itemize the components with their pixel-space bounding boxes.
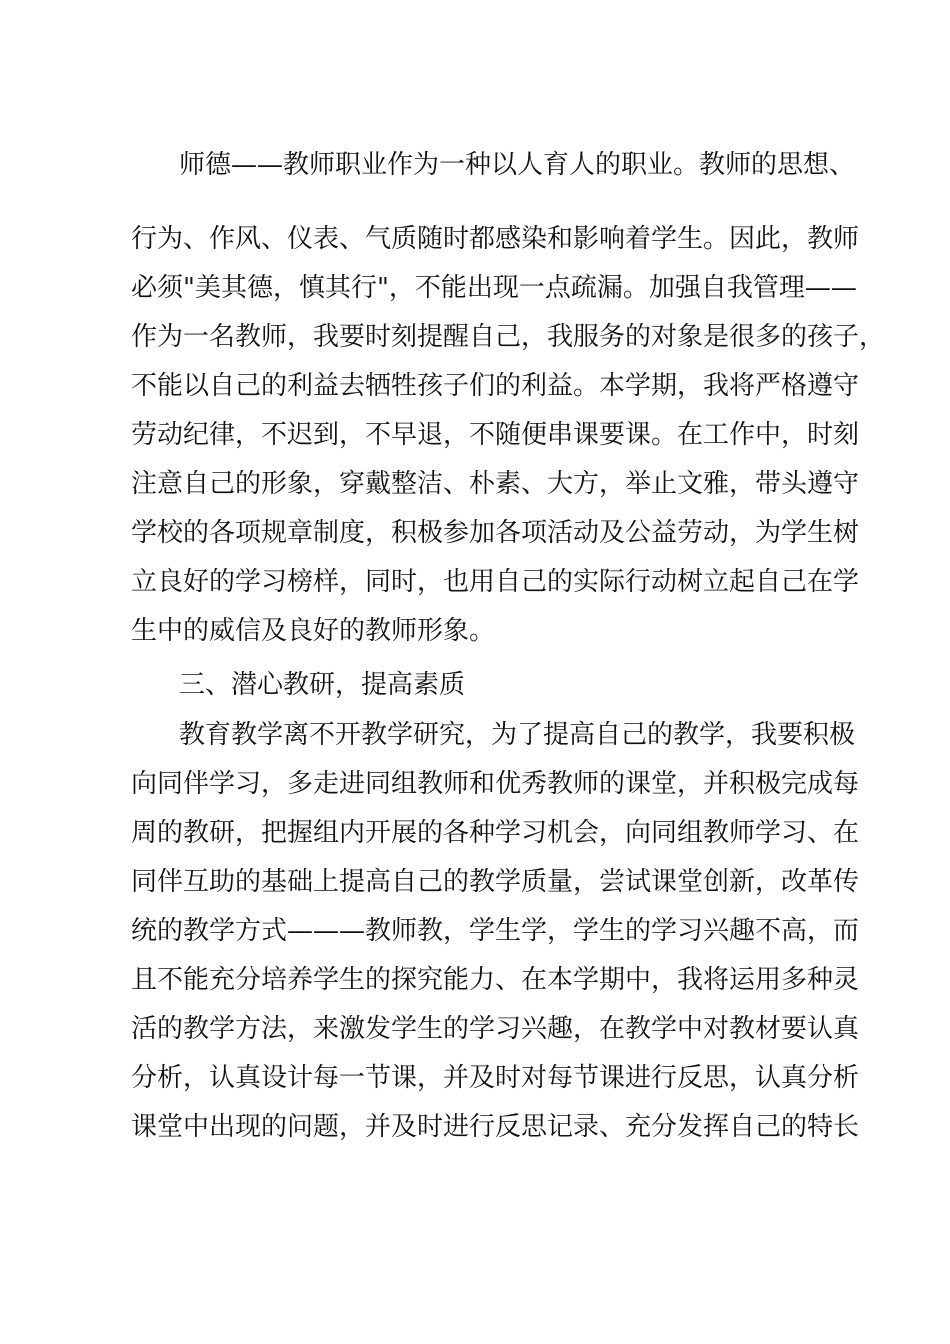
paragraph-2-line-7: 活的教学方法，来激发学生的学习兴趣，在教学中对教材要认真 (131, 1014, 860, 1044)
paragraph-2-line-1: 教育教学离不开教学研究，为了提高自己的教学，我要积极 (179, 720, 856, 750)
paragraph-1-line-10: 生中的威信及良好的教师形象。 (131, 616, 496, 646)
paragraph-2-line-9: 课堂中出现的问题，并及时进行反思记录、充分发挥自己的特长 (131, 1112, 860, 1142)
paragraph-1-line-6: 劳动纪律，不迟到，不早退，不随便串课要课。在工作中，时刻 (131, 420, 860, 450)
paragraph-1-line-1: 师德——教师职业作为一种以人育人的职业。教师的思想、 (179, 150, 856, 180)
paragraph-1-line-5: 不能以自己的利益去牺牲孩子们的利益。本学期，我将严格遵守 (131, 371, 860, 401)
paragraph-2-line-4: 同伴互助的基础上提高自己的教学质量，尝试课堂创新，改革传 (131, 867, 860, 897)
paragraph-1-line-3: 必须"美其德，慎其行"，不能出现一点疏漏。加强自我管理—— (131, 273, 857, 303)
paragraph-2-line-6: 且不能充分培养学生的探究能力、在本学期中，我将运用多种灵 (131, 965, 860, 995)
section-heading: 三、潜心教研，提高素质 (179, 670, 466, 700)
paragraph-1-line-4: 作为一名教师，我要时刻提醒自己，我服务的对象是很多的孩子， (131, 322, 886, 352)
paragraph-1-line-9: 立良好的学习榜样，同时，也用自己的实际行动树立起自己在学 (131, 567, 860, 597)
paragraph-1-line-2: 行为、作风、仪表、气质随时都感染和影响着学生。因此，教师 (131, 224, 860, 254)
paragraph-1-line-7: 注意自己的形象，穿戴整洁、朴素、大方，举止文雅，带头遵守 (131, 469, 860, 499)
paragraph-2-line-3: 周的教研，把握组内开展的各种学习机会，向同组教师学习、在 (131, 818, 860, 848)
paragraph-2-line-2: 向同伴学习，多走进同组教师和优秀教师的课堂，并积极完成每 (131, 769, 860, 799)
paragraph-1-line-8: 学校的各项规章制度，积极参加各项活动及公益劳动，为学生树 (131, 518, 860, 548)
paragraph-2-line-8: 分析，认真设计每一节课，并及时对每节课进行反思，认真分析 (131, 1063, 860, 1093)
paragraph-2-line-5: 统的教学方式———教师教，学生学，学生的学习兴趣不高，而 (131, 916, 860, 946)
